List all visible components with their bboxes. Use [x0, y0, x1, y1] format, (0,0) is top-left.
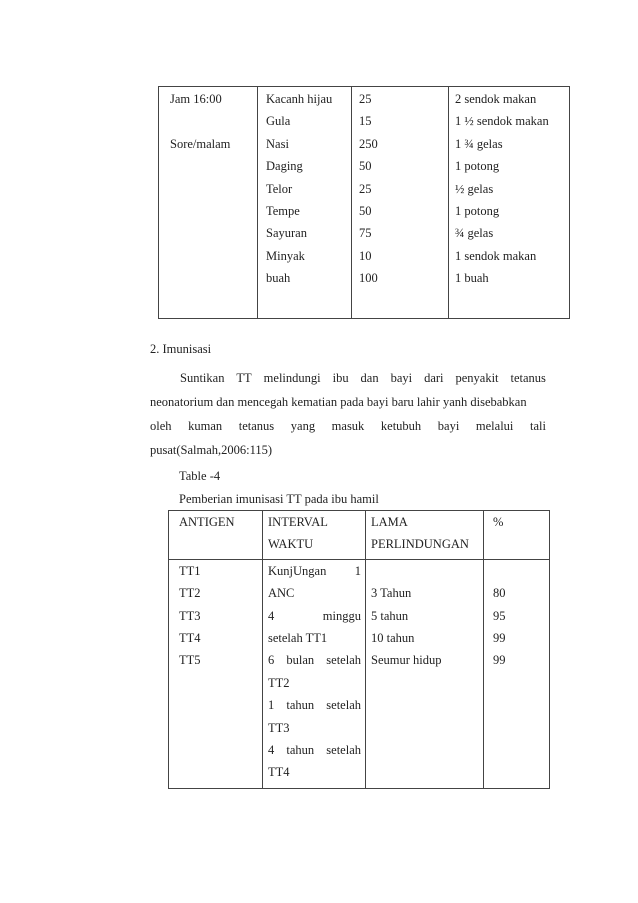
interval-line: [268, 720, 361, 742]
gram-cell: 25: [359, 92, 372, 106]
word: setelah: [326, 742, 361, 757]
word: 4: [268, 608, 275, 623]
word: 4: [268, 742, 275, 757]
lama-cell: 5 tahun: [371, 608, 409, 623]
portion-cell: 1 ½ sendok makan: [455, 114, 549, 129]
word: ketubuh: [380, 419, 422, 433]
immunization-table: [168, 510, 550, 789]
interval-line: [268, 608, 361, 630]
food-cell: Nasi: [266, 136, 289, 151]
food-cell: Gula: [266, 114, 291, 129]
table-caption: Pemberian imunisasi TT pada ibu hamil: [179, 492, 379, 506]
word: tahun: [286, 698, 315, 713]
word: penyakit: [455, 371, 499, 385]
food-cell: Telor: [266, 181, 293, 196]
word: KunjUngan: [268, 563, 327, 578]
header-line: INTERVAL: [268, 515, 328, 529]
header-antigen: ANTIGEN: [169, 511, 263, 560]
food-table: [158, 86, 570, 319]
antigen-cell: TT3: [179, 608, 201, 623]
gram-cell: 25: [359, 181, 372, 196]
interval-line: [268, 675, 361, 697]
word: TT4: [268, 765, 290, 780]
word: 1: [354, 563, 361, 578]
word: kuman: [188, 419, 223, 433]
lama-cell: [371, 563, 483, 585]
food-cell: buah: [266, 271, 291, 286]
antigen-cell: TT4: [179, 630, 201, 645]
paragraph-line: [150, 442, 272, 458]
interval-line: [268, 697, 361, 719]
percent-column: [484, 559, 550, 788]
interval-column: [263, 559, 366, 788]
time-cell: Jam 16:00: [170, 92, 222, 106]
header-interval: [263, 511, 366, 560]
table-body-row: [169, 559, 550, 788]
lama-cell: Seumur hidup: [371, 653, 442, 668]
word: tetanus: [510, 371, 546, 385]
gram-cell: 15: [359, 114, 372, 129]
gram-cell: 250: [359, 136, 378, 151]
word: tetanus: [238, 419, 275, 433]
food-column: [258, 87, 352, 319]
gram-cell: 10: [359, 248, 372, 263]
word: 6: [268, 653, 275, 668]
portion-cell: ¾ gelas: [455, 226, 494, 241]
section-heading: 2. Imunisasi: [150, 342, 212, 356]
word: setelah: [326, 698, 361, 713]
word: setelah: [326, 653, 361, 668]
word: TT: [236, 371, 252, 385]
word: ibu: [332, 371, 349, 385]
word: TT2: [268, 675, 290, 690]
gram-cell: 75: [359, 226, 372, 241]
header-percent: %: [484, 511, 550, 560]
interval-line: [268, 585, 361, 607]
portion-cell: 1 potong: [455, 159, 500, 174]
interval-line: [268, 652, 361, 674]
antigen-cell: TT1: [179, 563, 201, 578]
word: setelah TT1: [268, 630, 328, 645]
paragraph-line: [150, 418, 546, 434]
food-cell: Minyak: [266, 248, 305, 263]
food-cell: Sayuran: [266, 226, 307, 241]
percent-cell: 99: [493, 630, 506, 645]
table-label: Table -4: [179, 469, 221, 483]
interval-line: [268, 742, 361, 764]
gram-cell: 50: [359, 203, 372, 218]
interval-line: [268, 764, 361, 786]
portion-column: [449, 87, 570, 319]
percent-cell: 99: [493, 653, 506, 668]
percent-cell: 95: [493, 608, 506, 623]
gram-cell: 50: [359, 159, 372, 174]
word: Suntikan: [180, 371, 225, 385]
time-cell: Sore/malam: [170, 136, 231, 151]
word: oleh: [150, 419, 172, 433]
word: tahun: [286, 742, 315, 757]
word: bulan: [286, 653, 315, 668]
portion-cell: ½ gelas: [455, 181, 494, 196]
lama-cell: 3 Tahun: [371, 586, 412, 601]
food-cell: Kacanh hijau: [266, 92, 333, 106]
portion-cell: 1 sendok makan: [455, 248, 537, 263]
portion-cell: 1 buah: [455, 271, 489, 286]
word: bayi: [437, 419, 460, 433]
header-line: WAKTU: [268, 537, 314, 552]
word: masuk: [331, 419, 365, 433]
gram-cell: 100: [359, 271, 378, 286]
lama-column: [366, 559, 484, 788]
interval-line: [268, 563, 361, 585]
header-lama: [366, 511, 484, 560]
time-column: [159, 87, 258, 319]
food-cell: Tempe: [266, 203, 300, 218]
interval-line: [268, 630, 361, 652]
word: yang: [290, 419, 316, 433]
antigen-cell: TT2: [179, 586, 201, 601]
header-line: LAMA: [371, 515, 408, 529]
word: bayi: [390, 371, 413, 385]
antigen-cell: TT5: [179, 653, 201, 668]
word: minggu: [322, 608, 361, 623]
word: ANC: [268, 586, 295, 601]
percent-cell: 80: [493, 586, 506, 601]
portion-cell: 2 sendok makan: [455, 92, 537, 106]
table-header-row: [169, 511, 550, 560]
word: dan: [360, 371, 379, 385]
word: TT3: [268, 720, 290, 735]
antigen-column: [169, 559, 263, 788]
portion-cell: 1 potong: [455, 203, 500, 218]
word: pusat(Salmah,2006:115): [150, 443, 273, 457]
food-cell: Daging: [266, 159, 303, 174]
lama-cell: 10 tahun: [371, 630, 415, 645]
portion-cell: 1 ¾ gelas: [455, 136, 503, 151]
time-cell: [170, 113, 257, 135]
gram-column: [352, 87, 449, 319]
paragraph-line: [150, 394, 546, 410]
word: dari: [424, 371, 444, 385]
word: melindungi: [263, 371, 321, 385]
percent-cell: [493, 563, 549, 585]
word: neonatorium dan mencegah kematian pada bayi baru lahir yanh disebabkan: [150, 395, 527, 409]
header-line: PERLINDUNGAN: [371, 537, 469, 552]
paragraph-line: [180, 370, 546, 386]
word: 1: [268, 698, 275, 713]
word: melalui: [475, 419, 514, 433]
word: tali: [530, 419, 546, 433]
